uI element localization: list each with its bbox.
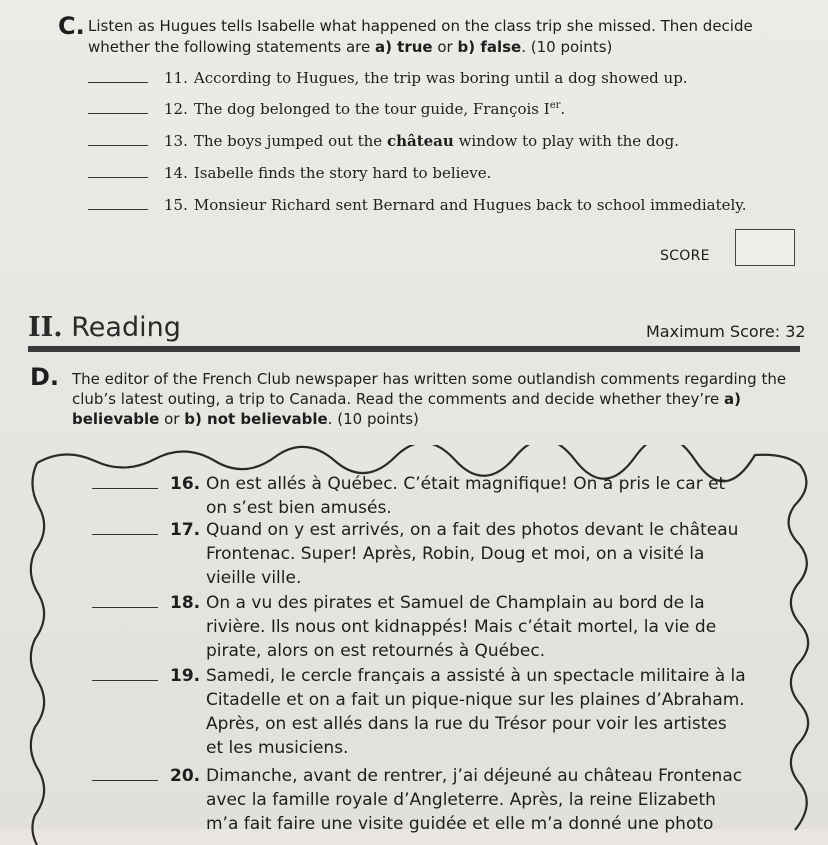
question-19: 19. Samedi, le cercle français a assisté à un spectacle militaire à la Citadelle et on a fait un pique-nique sur les plaines d’Abraham. Après, on est allés dans la rue du Trésor pour voir les artistes et les musiciens. (92, 664, 746, 760)
section-d-letter: D. (30, 363, 60, 391)
question-12: 12. The dog belonged to the tour guide, François Ier. (88, 100, 565, 118)
question-13: 13. The boys jumped out the château window to play with the dog. (88, 132, 679, 150)
score-box[interactable] (735, 229, 795, 266)
answer-blank-20[interactable] (92, 766, 158, 781)
question-17: 17. Quand on y est arrivés, on a fait des photos devant le château Frontenac. Super! Après, Robin, Doug et moi, on a visité la vieille ville. (92, 518, 738, 590)
answer-blank-12[interactable] (88, 101, 148, 114)
question-16: 16. On est allés à Québec. C’était magnifique! On a pris le car et on s’est bien amusés. (92, 472, 725, 520)
section-d-instructions: The editor of the French Club newspaper has written some outlandish comments regarding the club’s latest outing, a trip to Canada. Read the comments and decide whether they’re a) believable or b) not believable. (10 points) (72, 370, 787, 428)
question-14: 14. Isabelle finds the story hard to believe. (88, 164, 491, 182)
answer-blank-15[interactable] (88, 197, 148, 210)
max-score: Maximum Score: 32 (646, 322, 806, 341)
question-18: 18. On a vu des pirates et Samuel de Champlain au bord de la rivière. Ils nous ont kidnappés! Mais c’était mortel, la vie de pirate, alors on est retournés à Québec. (92, 591, 716, 663)
answer-blank-17[interactable] (92, 520, 158, 535)
answer-blank-13[interactable] (88, 133, 148, 146)
answer-blank-16[interactable] (92, 474, 158, 489)
answer-blank-11[interactable] (88, 70, 148, 83)
answer-blank-18[interactable] (92, 593, 158, 608)
question-11: 11. According to Hugues, the trip was boring until a dog showed up. (88, 69, 688, 87)
answer-blank-19[interactable] (92, 666, 158, 681)
section-divider (28, 346, 800, 352)
section-c-letter: C. (58, 12, 85, 40)
question-20: 20. Dimanche, avant de rentrer, j’ai déjeuné au château Frontenac avec la famille royale d’Angleterre. Après, la reine Elizabeth m’a fait faire une visite guidée et elle m’a donné une photo (92, 764, 742, 836)
question-15: 15. Monsieur Richard sent Bernard and Hugues back to school immediately. (88, 196, 747, 214)
score-label: SCORE (660, 248, 710, 264)
answer-blank-14[interactable] (88, 165, 148, 178)
section-title: II. Reading (28, 312, 181, 343)
section-c-instructions: Listen as Hugues tells Isabelle what happened on the class trip she missed. Then decide whether the following statements are a) true or b) false. (10 points) (88, 17, 753, 56)
